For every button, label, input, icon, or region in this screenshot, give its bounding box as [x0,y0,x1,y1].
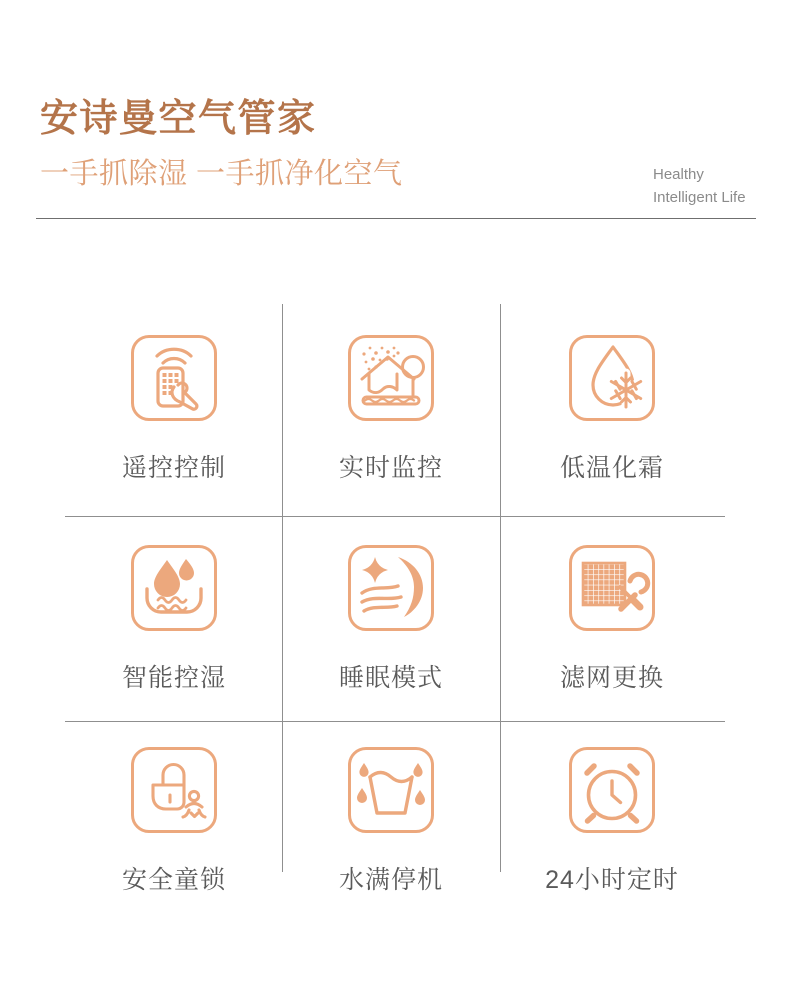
feature-label: 睡眠模式 [338,664,443,692]
realtime-monitor-icon [348,335,434,421]
low-temp-defrost-icon [569,335,655,421]
feature-cell-filter-replace [502,545,722,693]
smart-humidity-icon [131,545,217,631]
feature-cell-low-temp-defrost [502,335,722,483]
page-subtitle: 一手抓除湿 一手抓净化空气 [40,158,403,190]
feature-cell-smart-humidity [64,545,284,693]
feature-label: 遥控控制 [121,454,226,482]
tagline [653,163,746,209]
feature-cell-water-full-stop [281,747,501,895]
grid-horizontal-divider-2 [65,721,725,722]
feature-label: 智能控湿 [121,664,226,692]
feature-cell-timer-24h [502,747,722,895]
feature-label: 安全童锁 [121,866,226,894]
feature-cell-sleep-mode [281,545,501,693]
filter-replace-icon [569,545,655,631]
feature-label: 水满停机 [338,866,443,894]
timer-24h-icon [569,747,655,833]
tagline-line1: Healthy [653,166,704,183]
grid-horizontal-divider-1 [65,516,725,517]
feature-label: 低温化霜 [559,454,664,482]
feature-label: 滤网更换 [559,664,664,692]
feature-cell-realtime-monitor [281,335,501,483]
feature-label: 24小时定时 [545,866,679,894]
sleep-mode-icon [348,545,434,631]
feature-label: 实时监控 [338,454,443,482]
child-lock-icon [131,747,217,833]
header-divider [36,218,756,219]
page-title: 安诗曼空气管家 [40,98,317,140]
feature-cell-child-lock [64,747,284,895]
remote-control-icon [131,335,217,421]
feature-cell-remote-control [64,335,284,483]
tagline-line2: Intelligent Life [653,189,746,206]
water-full-stop-icon [348,747,434,833]
